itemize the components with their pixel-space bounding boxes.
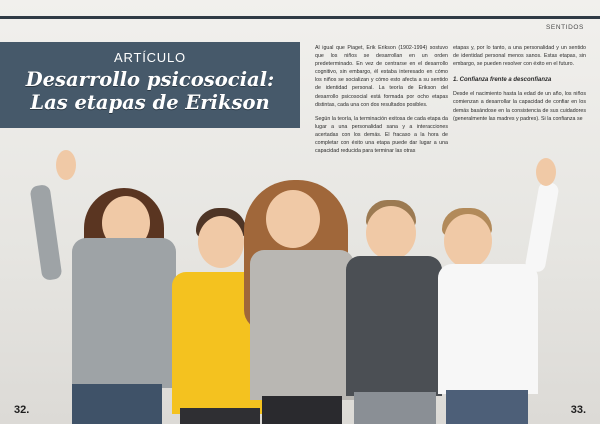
page-number-right: 33. — [570, 404, 586, 416]
article-headline — [0, 68, 300, 114]
paragraph: Al igual que Piaget, Erik Erikson (1902-1994) sostuvo que los niños se desarrollan en un orden predeterminado. En vez de centrarse en el desarrollo cognitivo, sin embargo, él estaba interesado en cómo los niños se socializan y cómo esto afecta a su sentido de identidad personal. La teoría de Erikson del desarrollo psicosocial está formada por ocho etapas distintas, cada una con dos resultados posibles. — [315, 45, 448, 108]
paragraph: etapas y, por lo tanto, a una personalidad y un sentido de identidad personal menos sanos. Estas etapas, sin embargo, se pueden resolver con éxito en el futuro. — [453, 45, 586, 68]
article-label: ARTÍCULO — [114, 50, 186, 65]
section-subheading: 1. Confianza frente a desconfianza — [453, 77, 552, 84]
top-rule — [0, 16, 600, 19]
headline-line-1: Desarrollo psicosocial: — [25, 68, 275, 91]
text-column-2 — [453, 44, 586, 129]
paragraph: Desde el nacimiento hasta la edad de un año, los niños comienzan a desarrollar la capacidad de confiar en los demás basándose en la consistencia de sus cuidadores (generalmente las madres y padres). Si la confianza se — [453, 91, 586, 122]
paragraph: Según la teoría, la terminación exitosa de cada etapa da lugar a una personalidad sana y a interacciones acertadas con los demás. El fracaso a la hora de completar con éxito una etapa puede dar lugar a una capacidad reducida para terminar las otras — [315, 115, 448, 155]
headline-line-2: Las etapas de Erikson — [30, 91, 270, 114]
page-number-left: 32. — [14, 404, 30, 416]
text-column-1 — [315, 44, 448, 161]
section-tag: SENTIDOS — [545, 24, 584, 31]
